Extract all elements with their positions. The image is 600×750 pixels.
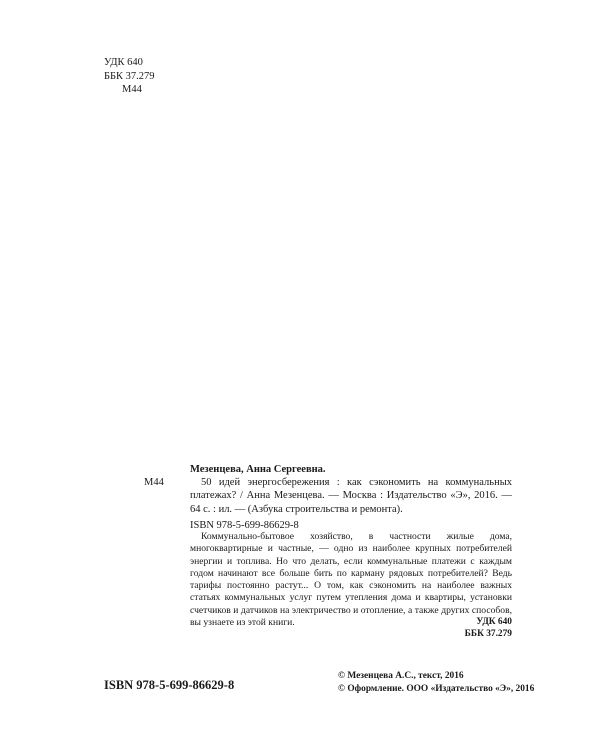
copyright-block (338, 670, 534, 695)
footer-bbk-code: ББК 37.279 (464, 629, 512, 639)
top-classification-codes (104, 56, 155, 97)
footer-udk-code: УДК 640 (476, 617, 512, 627)
record-author: Мезенцева, Анна Сергеевна. (190, 464, 326, 475)
bibliographic-record (190, 463, 512, 532)
author-mark: М44 (122, 84, 142, 95)
copyright-design: © Оформление. ООО «Издательство «Э», 2016 (338, 683, 535, 694)
bbk-code: ББК 37.279 (104, 70, 155, 82)
copyright-text: © Мезенцева А.С., текст, 2016 (338, 671, 464, 681)
udk-code: УДК 640 (104, 57, 143, 68)
annotation-text: Коммунально-бытовое хозяйство, в частности жилые дома, многоквартирные и частные, — одно из наиболее крупных потребителей энергии и топлива. Но что делать, если коммунальные платежи с каждым годом начинают все больше бить по карману рядовых потребителей? Ведь тарифы постоянно растут... О том, как сэкономить на наиболее важных статьях коммунальных услуг путем утепления дома и квартиры, установки счетчиков и датчиков на электричество и отопление, а также других способов, вы узнаете из этой книги. (190, 531, 512, 629)
record-isbn: ISBN 978-5-699-86629-8 (190, 519, 299, 531)
footer-classification-codes (430, 616, 512, 640)
record-description: 50 идей энергосбережения : как сэкономить на коммунальных платежах? / Анна Мезенцева. — Москва : Издательство «Э», 2016. — 64 с. : ил. — (Азбука строительства и ремонта). (190, 477, 512, 515)
isbn-bottom: ISBN 978-5-699-86629-8 (104, 678, 235, 692)
record-author-mark: М44 (144, 477, 164, 488)
